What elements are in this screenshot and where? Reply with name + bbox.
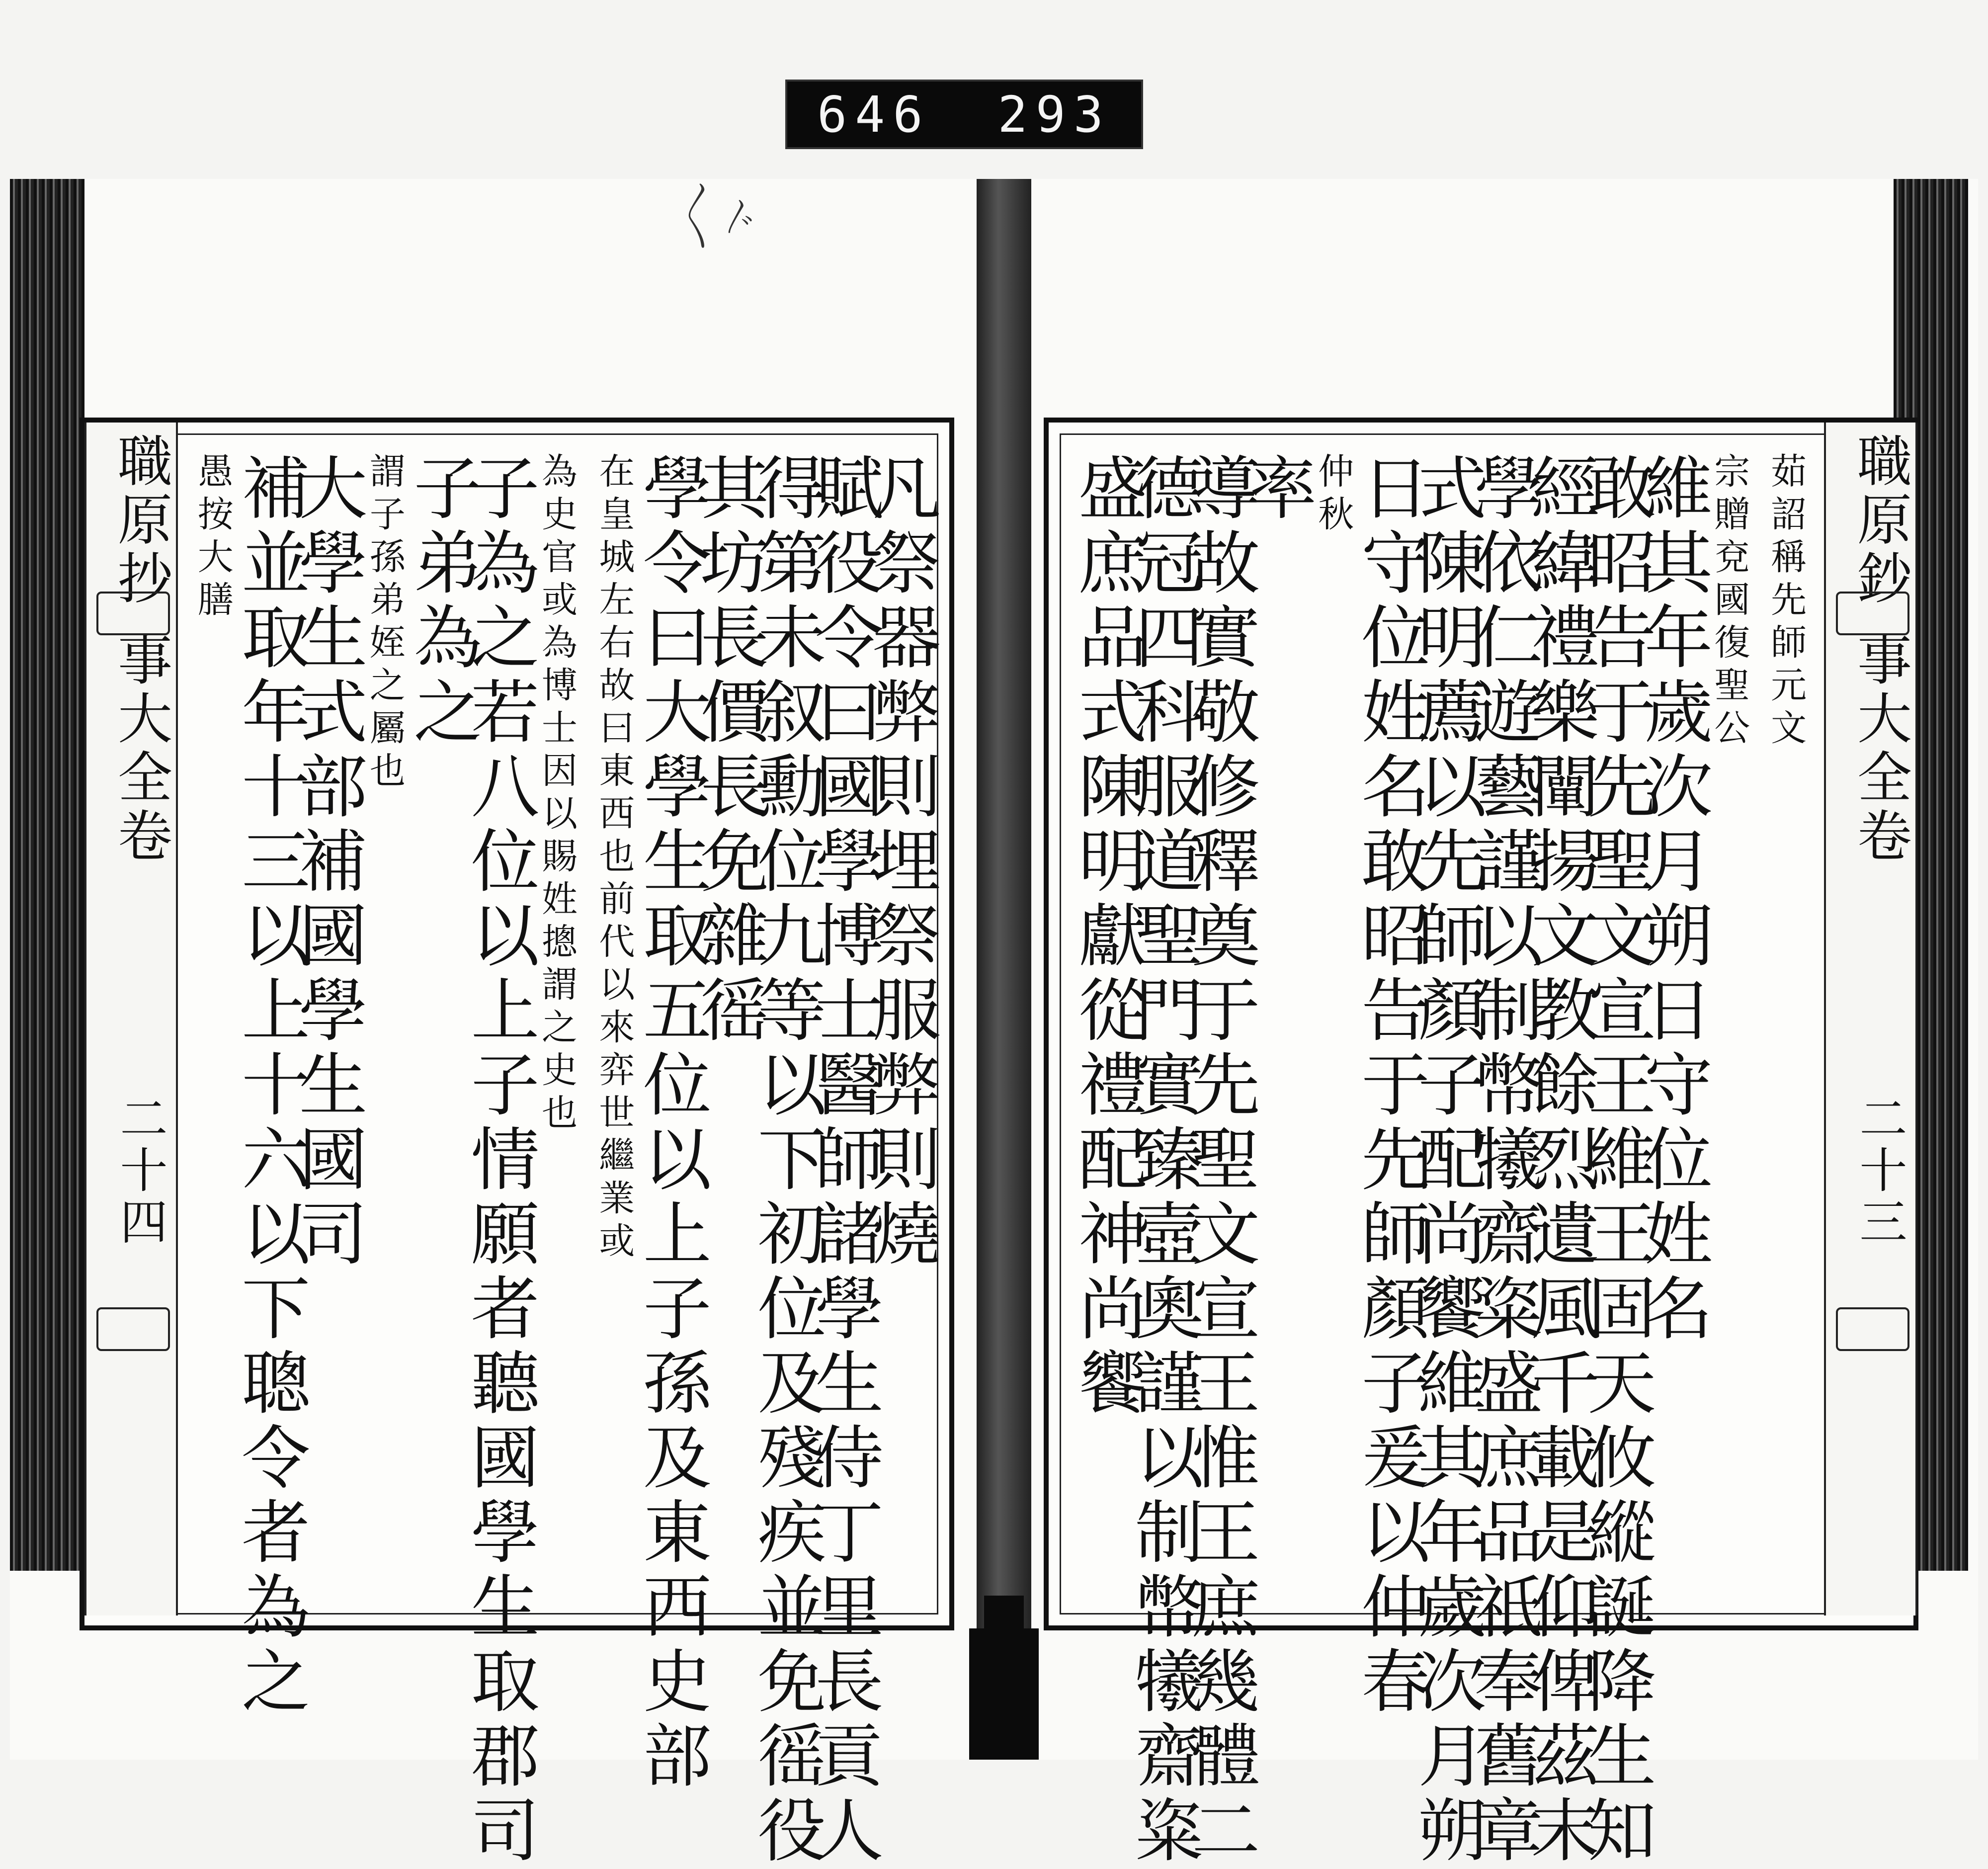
fish-tail-mark-bottom (1836, 1307, 1909, 1351)
left-page-column-8: 子為之若八位以上子情願者聽國學生取郡司 (459, 452, 540, 1869)
right-page-column-4: 敢昭告于先聖文宣王維王固天攸縱誕降生知 (1576, 452, 1657, 1869)
right-page-column-3: 維其年歲次月朔日守位姓名 (1633, 452, 1713, 1347)
left-margin-title: 職原抄 (109, 432, 172, 608)
left-page-column-4: 其坊長價長免雜徭 (689, 452, 769, 1049)
fish-tail-mark-bottom (96, 1307, 170, 1351)
fish-tail-mark-top (96, 592, 170, 635)
right-page-column-1: 茹詔稱先師元文 (1765, 452, 1807, 752)
left-page-column-9: 子弟為之 (402, 452, 483, 751)
spine-binding (977, 179, 1031, 1760)
right-margin-title-2: 事大全卷 (1848, 631, 1912, 866)
open-book (10, 179, 1978, 1869)
right-page-margin-strip (1824, 423, 1917, 1615)
left-page-column-13: 愚按大膳 (191, 452, 234, 623)
right-page-column-2: 宗贈兗國復聖公 (1708, 452, 1750, 752)
spine-notch (954, 1596, 1054, 1760)
right-page-number: 二十三 (1852, 1094, 1907, 1249)
right-page-column-9: 仲秋 (1312, 452, 1354, 538)
left-margin-title-2: 事大全卷 (109, 631, 172, 866)
right-page-column-8: 日守位姓名敢昭告于先師顏子爰以仲春 (1350, 452, 1430, 1720)
left-page-column-12: 補並取年十三以上十六以下聰令者為之 (230, 452, 311, 1720)
right-page-column-11: 導故實敬修釋奠于先聖文宣王惟王庶幾體二 (1180, 452, 1260, 1869)
fish-tail-mark-top (1836, 592, 1909, 635)
right-margin-title: 職原鈔 (1848, 432, 1912, 608)
left-page-column-7: 為史官或為博士因以賜姓摠謂之史也 (536, 452, 578, 1136)
right-page-column-5: 經緯禮樂闡揚文教餘烈遺風千載是仰俾茲末 (1519, 452, 1600, 1869)
left-page-column-5: 學令曰大學生取五位以上子孫及東西史部 (631, 452, 712, 1794)
left-page-column-6: 在皇城左右故曰東西也前代以來弈世繼業或 (593, 452, 635, 1265)
left-page-number: 二十四 (112, 1094, 168, 1249)
frame-number-right: 293 (997, 85, 1111, 144)
right-page-column-12: 德冠四科服道聖門實臻壼奧謹以制幣犧齋粢 (1123, 452, 1204, 1869)
right-page-column-7: 式陳明薦以先師顏子配尚饗維其年歲次月朔 (1407, 452, 1487, 1869)
right-page-column-6: 學依仁遊藝謹以制幣犧齋粢盛庶品祇奉舊章 (1463, 452, 1543, 1869)
left-page-column-2: 賦役令曰國學博士醫師諸學生侍丁里長貢人 (803, 452, 884, 1869)
left-page-edges (10, 179, 84, 1571)
right-page (1044, 418, 1918, 1869)
left-page-column-1: 凡祭器弊則埋祭服弊則燒 (861, 452, 941, 1273)
film-frame-label (785, 80, 1143, 149)
left-page-margin-strip (84, 423, 178, 1615)
right-page-column-10: 率 (1237, 452, 1317, 527)
right-page-column-13: 盛庶品式陳明獻從禮配神尚饗 (1067, 452, 1147, 1422)
top-margin-scribble: 〳〵〴 (681, 196, 760, 237)
left-page-column-11: 大學生式部補國學生國司 (287, 452, 368, 1273)
book-spine (954, 179, 1054, 1760)
frame-number-left: 646 (817, 85, 931, 144)
left-page (80, 418, 954, 1869)
left-page-column-10: 謂子孫弟姪之屬也 (363, 452, 406, 794)
left-page-column-3: 得第未叙勳位九等以下初位及殘疾並免徭役 (746, 452, 827, 1869)
